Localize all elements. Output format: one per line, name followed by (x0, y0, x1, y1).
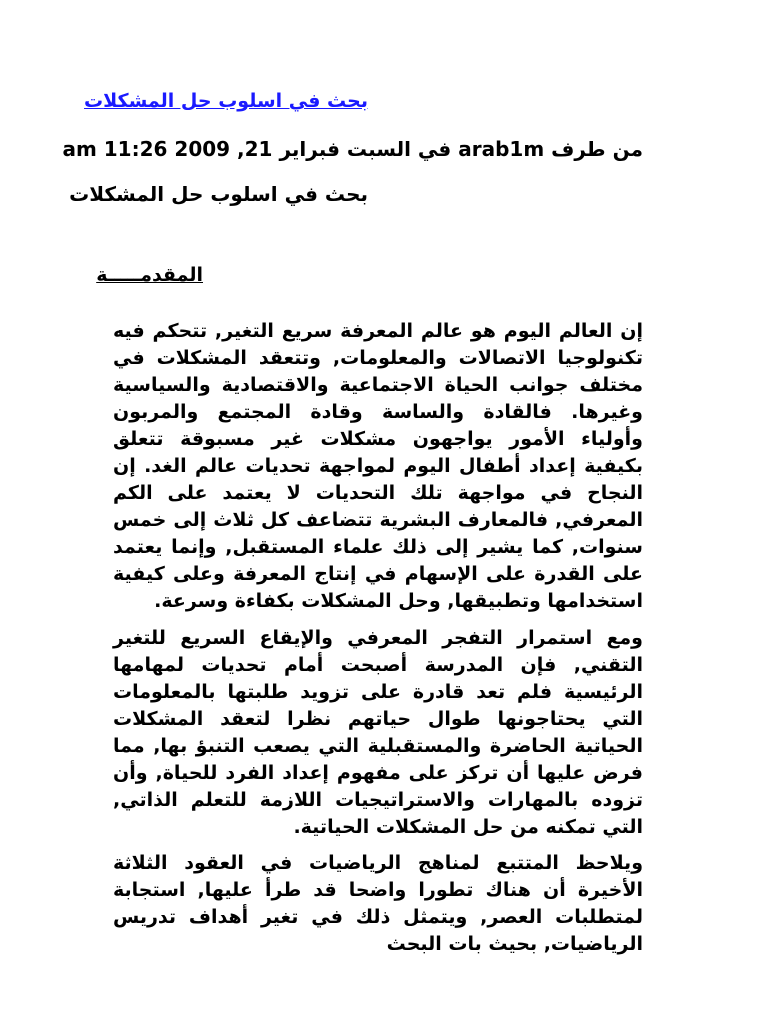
paragraph-1: إن العالم اليوم هو عالم المعرفة سريع التغير, تتحكم فيه تكنولوجيا الاتصالات والمعلومات, وتتعقد المشكلات في مختلف جوانب الحياة الاجتماعية والاقتصادية والسياسية وغيرها. فالقادة والساسة وقادة المجتمع والمربون وأولياء الأمور يواجهون مشكلات غير مسبوقة تتعلق بكيفية إعداد أطفال اليوم لمواجهة تحديات عالم الغد. إن النجاح في مواجهة تلك التحديات لا يعتمد على الكم المعرفي, فالمعارف البشرية تتضاعف كل ثلاث إلى خمس سنوات, كما يشير إلى ذلك علماء المستقبل, وإنما يعتمد على القدرة على الإسهام في إنتاج المعرفة وعلى كيفية استخدامها وتطبيقها, وحل المشكلات بكفاءة وسرعة. (113, 320, 643, 612)
paragraph-2: ومع استمرار التفجر المعرفي والإيقاع السريع للتغير التقني, فإن المدرسة أصبحت أمام تحديات لمهامها الرئيسية فلم تعد قادرة على تزويد طلبتها بالمعلومات التي يحتاجونها طوال حياتهم نظرا لتعقد المشكلات الحياتية الحاضرة والمستقبلية التي يصعب التنبؤ بها, مما فرض عليها أن تركز على مفهوم إعداد الفرد للحياة, وأن تزوده بالمهارات والاستراتيجيات اللازمة للتعلم الذاتي, التي تمكنه من حل المشكلات الحياتية. (113, 627, 643, 838)
document-title-link[interactable]: بحث في اسلوب حل المشكلات (84, 90, 368, 112)
paragraph-3: ويلاحظ المتتبع لمناهج الرياضيات في العقود الثلاثة الأخيرة أن هناك تطورا واضحا قد طرأ عليها, استجابة لمتطلبات العصر, ويتمثل ذلك في تغير أهداف تدريس الرياضيات, بحيث بات البحث (113, 852, 643, 955)
post-meta-line: من طرف arab1m في السبت فبراير 21, 2009 11:26 am (62, 137, 643, 161)
introduction-heading: المقدمـــــة (96, 264, 203, 286)
document-subtitle: بحث في اسلوب حل المشكلات (69, 182, 368, 206)
